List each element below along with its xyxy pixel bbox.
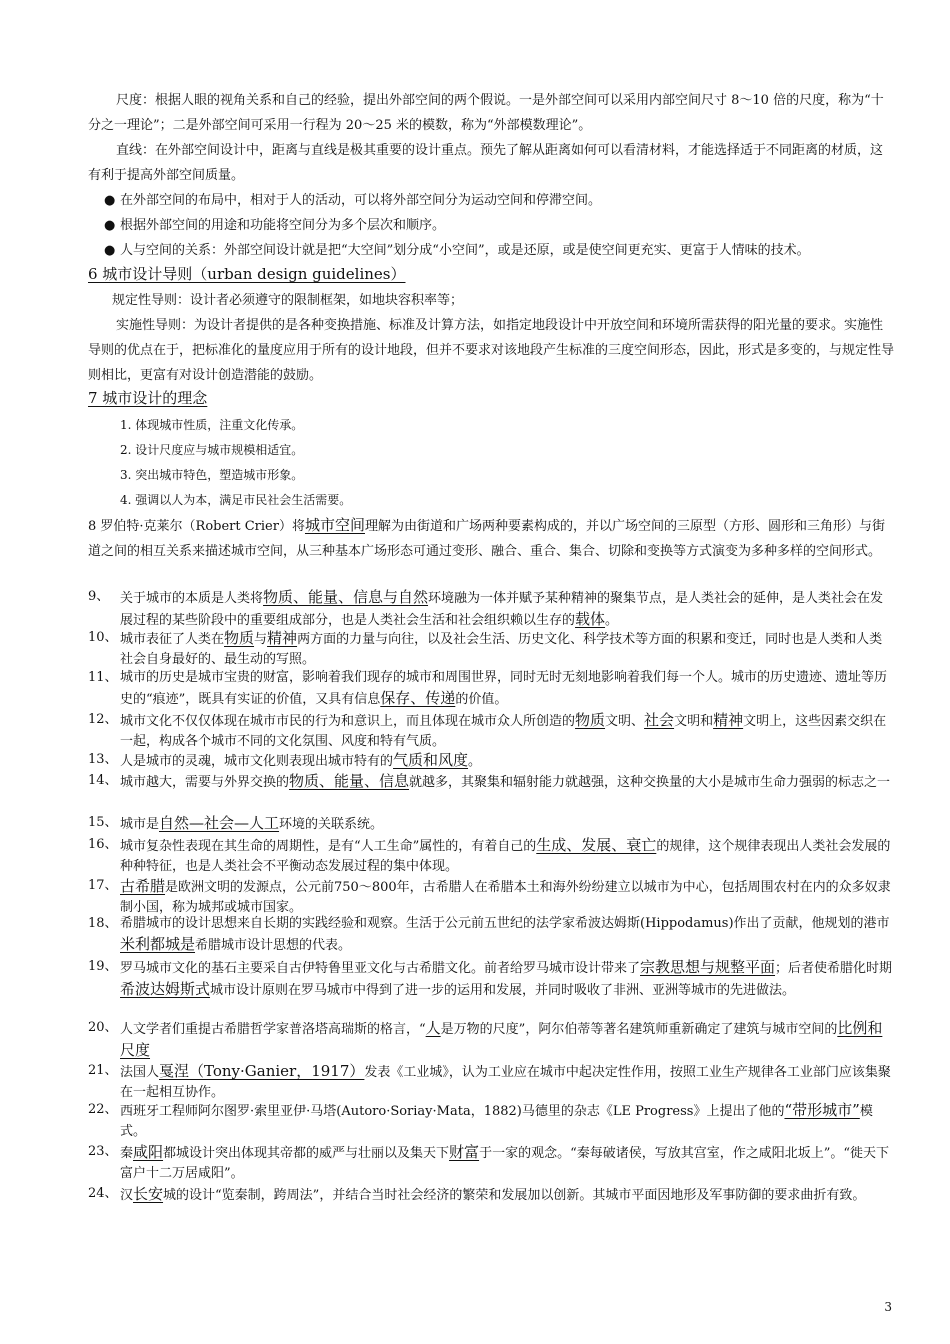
numbered-item-17	[88, 876, 894, 918]
section-heading-6: 6 城市设计导则（urban design guidelines）	[88, 265, 406, 283]
underlined-term: 社会	[644, 711, 675, 729]
bullet-text: 在外部空间的布局中，相对于人的活动，可以将外部空间分为运动空间和停滞空间。	[120, 193, 602, 208]
underlined-term: 长安	[133, 1185, 164, 1203]
item-number: 18、	[88, 916, 118, 931]
item-number: 10、	[88, 630, 118, 645]
text: 罗马城市文化的基石主要采自古伊特鲁里亚文化与古希腊文化。前者给罗马城市设计带来了	[120, 961, 641, 976]
numbered-item-23	[88, 1142, 894, 1184]
text: 的价值。	[455, 692, 508, 707]
text: 城市复杂性表现在其生命的周期性，是有“人工生命”属性的，有着自己的	[120, 839, 537, 854]
underlined-term: 物质、能量、信息	[289, 772, 410, 790]
bullet-text: 人与空间的关系：外部空间设计就是把“大空间”划分成“小空间”，或是还原，或是使空间更充实、更富于人情味的技术。	[120, 243, 810, 258]
section-heading-7: 7 城市设计的理念	[88, 389, 208, 407]
underlined-term: 比例和尺度	[120, 1019, 883, 1059]
paragraph-text: 直线：在外部空间设计中，距离与直线是极其重要的设计重点。预先了解从距离如何可以看清材料，才能选择适于不同距离的材质，这有利于提高外部空间质量。	[88, 143, 884, 183]
item-number: 20、	[88, 1020, 118, 1035]
paragraph-8	[88, 513, 894, 564]
text: 都城设计突出体现其帝都的威严与壮丽以及集天下	[163, 1146, 450, 1161]
page-number: 3	[884, 1300, 892, 1314]
numbered-item-19	[88, 957, 894, 1001]
underlined-term: 保存、传递	[380, 689, 456, 707]
text: 城的设计“览秦制，跨周法”，并结合当时社会经济的繁荣和发展加以创新。其城市平面因地形及军事防御的要求曲折有致。	[163, 1188, 866, 1203]
text: 与	[254, 632, 268, 647]
underlined-term: 自然—社会—人工	[159, 814, 280, 832]
text: 两方面的力量与向往，以及社会生活、历史文化、科学技术等方面的积累和变迁，同时也是人类和人类社会自身最好的、最生动的写照。	[120, 632, 883, 667]
text: 城市文化不仅仅体现在城市市民的行为和意识上，而且体现在城市众人所创造的	[120, 714, 576, 729]
text: 是万物的尺度”，阿尔伯蒂等著名建筑师重新确定了建筑与城市空间的	[440, 1022, 838, 1037]
bullet-item	[104, 188, 894, 213]
item-number: 24、	[88, 1186, 118, 1201]
numbered-item-12	[88, 710, 894, 752]
underlined-term: 生成、发展、衰亡	[536, 836, 657, 854]
underlined-term: 气质和风度	[393, 751, 469, 769]
text: 城市越大，需要与外界交换的	[120, 775, 290, 790]
bullet-item	[104, 213, 894, 238]
bullet-text: 根据外部空间的用途和功能将空间分为多个层次和顺序。	[120, 218, 446, 233]
list-item: 1. 体现城市性质，注重文化传承。	[120, 418, 304, 432]
text: 。	[468, 754, 482, 769]
text: 环境融为一体并赋予某种精神的聚集节点，是人类社会的延伸，是人类社会在发展过程的某些阶段中的重要组成部分，也是人类社会生活和社会组织赖以生存的	[120, 591, 884, 628]
paragraph-text: 规定性导则：设计者必须遵守的限制框架，如地块容积率等；	[112, 293, 464, 308]
text: 希腊城市的设计思想来自长期的实践经验和观察。生活于公元前五世纪的法学家希波达姆斯(Hippodamus)作出了贡献，他规划的港市	[120, 916, 890, 931]
text: 模式。	[120, 1104, 873, 1139]
numbered-item-21	[88, 1061, 894, 1103]
underlined-term: 载体	[575, 610, 606, 628]
text: 是欧洲文明的发源点，公元前750～800年，古希腊人在希腊本土和海外纷纷建立以城市为中心，包括周围农村在内的众多奴隶制小国，称为城邦或城市国家。	[120, 880, 891, 915]
underlined-term: 戛涅（Tony·Ganier，1917）	[159, 1062, 365, 1080]
text: 环境的关联系统。	[279, 817, 384, 832]
numbered-item-9	[88, 587, 894, 631]
item-number: 13、	[88, 752, 118, 767]
numbered-item-14	[88, 771, 894, 793]
bullet-item	[104, 238, 894, 263]
paragraph-line	[88, 138, 894, 188]
underlined-term: 城市空间	[304, 516, 365, 534]
text: 城市的历史是城市宝贵的财富，影响着我们现存的城市和周围世界，同时无时无刻地影响着我们每一个人。城市的历史遗迹、遗址等历史的“痕迹”，既具有实证的价值，又具有信息	[120, 670, 888, 707]
text: 汉	[120, 1188, 134, 1203]
text: 城市是	[120, 817, 160, 832]
underlined-term: 古希腊	[120, 877, 166, 895]
paragraph-performance	[88, 313, 894, 388]
text: 的规律，这个规律表现出人类社会发展的种种特征，也是人类社会不平衡动态发展过程的集中体现。	[120, 839, 891, 874]
numbered-item-22	[88, 1100, 894, 1142]
paragraph-prescriptive	[88, 288, 894, 313]
text: 法国人	[120, 1065, 160, 1080]
item-number: 9、	[88, 589, 110, 604]
item-number: 17、	[88, 878, 118, 893]
item-number: 22、	[88, 1102, 118, 1117]
item-number: 19、	[88, 959, 118, 974]
text: 人文学者们重提古希腊哲学家普洛塔高瑞斯的格言，“	[120, 1022, 426, 1037]
numbered-item-20	[88, 1018, 894, 1062]
bullet-icon: ●	[104, 243, 116, 258]
bullet-icon: ●	[104, 193, 116, 208]
underlined-term: 物质	[224, 629, 255, 647]
numbered-item-18	[88, 914, 894, 956]
bullet-icon: ●	[104, 218, 116, 233]
numbered-item-15	[88, 813, 894, 835]
underlined-term: 米利都城是	[120, 935, 196, 953]
text: 城市表征了人类在	[120, 632, 225, 647]
numbered-item-10	[88, 628, 894, 670]
text: 就越多，其聚集和辐射能力就越强，这种交换量的大小是城市生命力强弱的标志之一	[409, 775, 891, 790]
text: 人是城市的灵魂，城市文化则表现出城市特有的	[120, 754, 394, 769]
text: 8 罗伯特·克莱尔（Robert Crier）将	[88, 519, 305, 534]
text: 文明和	[674, 714, 714, 729]
numbered-item-11	[88, 668, 894, 710]
underlined-term: 物质、能量、信息与自然	[263, 588, 429, 606]
text: 西班牙工程师阿尔图罗·索里亚伊·马塔(Autoro·Soriay·Mata，1882)马德里的杂志《LE Progress》上提出了他的	[120, 1104, 785, 1119]
paragraph-scale	[88, 88, 894, 138]
item-number: 14、	[88, 773, 118, 788]
numbered-item-24	[88, 1184, 894, 1206]
underlined-term: 咸阳	[133, 1143, 164, 1161]
item-number: 11、	[88, 670, 118, 685]
paragraph-text: 实施性导则：为设计者提供的是各种变换措施、标准及计算方法，如指定地段设计中开放空间和环境所需获得的阳光量的要求。实施性导则的优点在于，把标准化的量度应用于所有的设计地段，但并不要求对该地段产生标准的三度空间形态，因此，形式是多变的，与规定性导则相比，更富有对设计创造潜能的鼓励。	[88, 318, 895, 383]
numbered-item-13	[88, 750, 894, 772]
underlined-term: 物质	[575, 711, 606, 729]
text: 发表《工业城》，认为工业应在城市中起决定性作用，按照工业生产规律各工业部门应该集聚在一起相互协作。	[120, 1065, 891, 1100]
item-number: 16、	[88, 837, 118, 852]
item-number: 23、	[88, 1144, 118, 1159]
text: 文明上，这些因素交织在一起，构成各个城市不同的文化氛围、风度和特有气质。	[120, 714, 887, 749]
text: 希腊城市设计思想的代表。	[195, 938, 352, 953]
list-item: 4. 强调以人为本，满足市民社会生活需要。	[120, 493, 352, 507]
underlined-term: 宗教思想与规整平面	[640, 958, 776, 976]
text: 理解为由街道和广场两种要素构成的，并以广场空间的三原型（方形、圆形和三角形）与街道之间的相互关系来描述城市空间，从三种基本广场形态可通过变形、融合、重合、集合、切除和变换等方式演变为多种多样的空间形式。	[88, 519, 885, 559]
underlined-term: “带形城市”	[784, 1101, 860, 1119]
text: 文明、	[605, 714, 645, 729]
text: 城市设计原则在罗马城市中得到了进一步的运用和发展，并同时吸收了非洲、亚洲等城市的先进做法。	[210, 983, 796, 998]
underlined-term: 希波达姆斯式	[120, 980, 211, 998]
item-number: 15、	[88, 815, 118, 830]
paragraph-text: 尺度：根据人眼的视角关系和自己的经验，提出外部空间的两个假说。一是外部空间可以采用内部空间尺寸 8～10 倍的尺度，称为“十分之一理论”；二是外部空间可采用一行程为 20～25 米的模数，称为“外部模数理论”。	[88, 93, 884, 133]
list-item: 2. 设计尺度应与城市规模相适宜。	[120, 443, 304, 457]
list-item: 3. 突出城市特色，塑造城市形象。	[120, 468, 304, 482]
text: 。	[605, 613, 619, 628]
text: ；后者使希腊化时期	[775, 961, 893, 976]
item-number: 21、	[88, 1063, 118, 1078]
item-number: 12、	[88, 712, 118, 727]
underlined-term: 精神	[267, 629, 298, 647]
text: 于一家的观念。“秦每破诸侯，写放其宫室，作之咸阳北坂上”。“徙天下富户十二万居咸阳”。	[120, 1146, 890, 1181]
underlined-term: 精神	[713, 711, 744, 729]
underlined-term: 财富	[449, 1143, 480, 1161]
numbered-item-16	[88, 835, 894, 877]
underlined-term: 人	[425, 1019, 441, 1037]
text: 关于城市的本质是人类将	[120, 591, 264, 606]
text: 秦	[120, 1146, 134, 1161]
